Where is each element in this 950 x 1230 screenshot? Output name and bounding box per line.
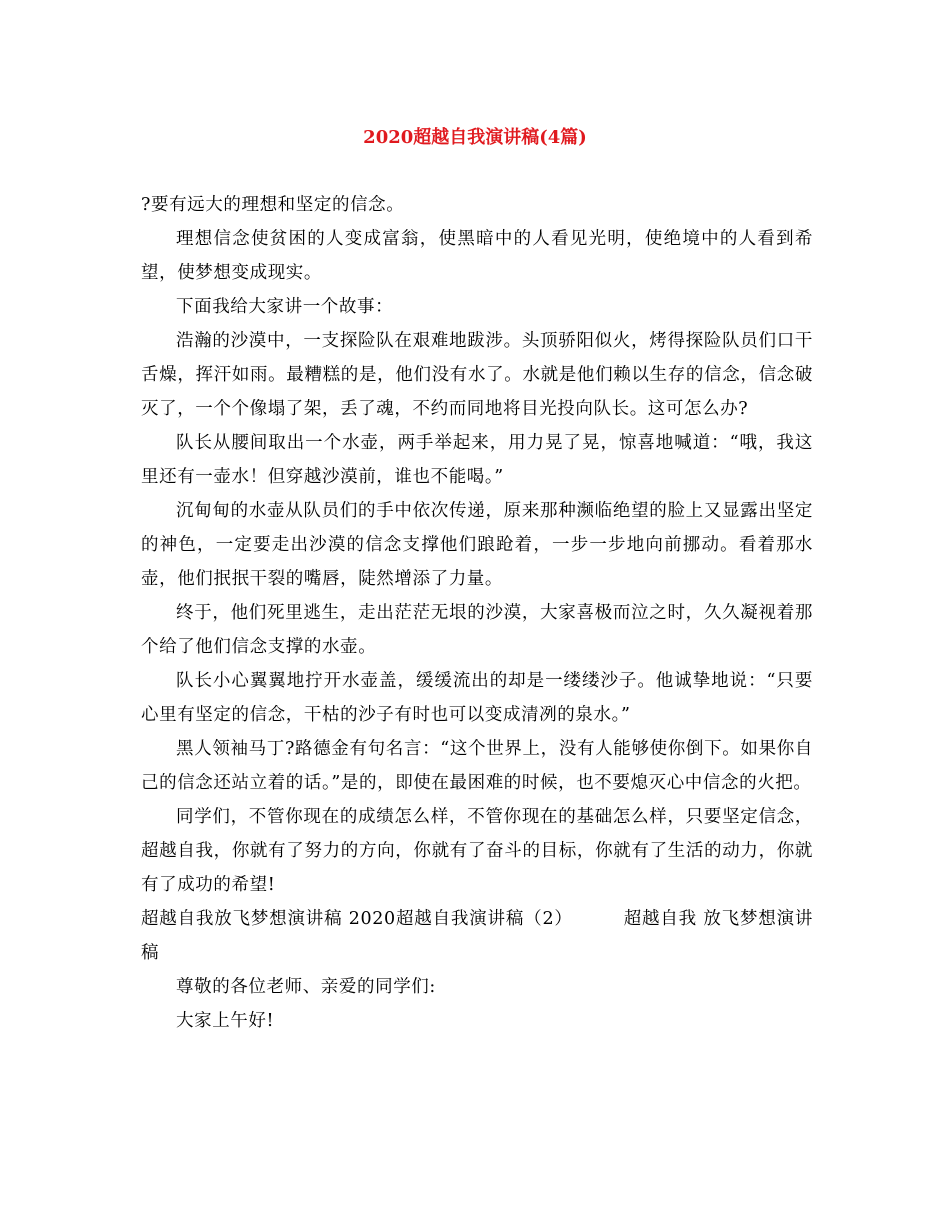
paragraph: 浩瀚的沙漠中，一支探险队在艰难地跋涉。头顶骄阳似火，烤得探险队员们口干舌燥，挥汗如雨。最糟糕的是，他们没有水了。水就是他们赖以生存的信念，信念破灭了，一个个像塌了架，丢了魂，不约而同地将目光投向队长。这可怎么办? xyxy=(141,331,813,419)
paragraph: 下面我给大家讲一个故事： xyxy=(176,297,394,317)
paragraph: 队长小心翼翼地拧开水壶盖，缓缓流出的却是一缕缕沙子。他诚挚地说：“只要心里有坚定的信念，干枯的沙子有时也可以变成清冽的泉水。” xyxy=(141,671,813,725)
paragraph: 尊敬的各位老师、亲爱的同学们: xyxy=(176,977,436,997)
paragraph: 同学们，不管你现在的成绩怎么样，不管你现在的基础怎么样，只要坚定信念，超越自我，你就有了努力的方向，你就有了奋斗的目标，你就有了生活的动力，你就有了成功的希望! xyxy=(141,807,813,895)
paragraph: 理想信念使贫困的人变成富翁，使黑暗中的人看见光明，使绝境中的人看到希望，使梦想变成现实。 xyxy=(141,229,813,283)
document-body xyxy=(141,188,813,1038)
paragraph: ?要有远大的理想和坚定的信念。 xyxy=(141,195,405,215)
paragraph: 黑人领袖马丁?路德金有句名言：“这个世界上，没有人能够使你倒下。如果你自己的信念还站立着的话。”是的，即使在最困难的时候，也不要熄灭心中信念的火把。 xyxy=(141,739,813,793)
document-title: 2020超越自我演讲稿(4篇) xyxy=(363,127,587,148)
paragraph: 终于，他们死里逃生，走出茫茫无垠的沙漠，大家喜极而泣之时，久久凝视着那个给了他们信念支撑的水壶。 xyxy=(141,603,813,657)
paragraph: 大家上午好! xyxy=(176,1011,275,1031)
paragraph: 队长从腰间取出一个水壶，两手举起来，用力晃了晃，惊喜地喊道：“哦，我这里还有一壶水！但穿越沙漠前，谁也不能喝。” xyxy=(141,433,813,487)
paragraph: 沉甸甸的水壶从队员们的手中依次传递，原来那种濒临绝望的脸上又显露出坚定的神色，一定要走出沙漠的信念支撑他们踉跄着，一步一步地向前挪动。看着那水壶，他们抿抿干裂的嘴唇，陡然增添了力量。 xyxy=(141,501,813,589)
section-heading-line: 超越自我放飞梦想演讲稿 2020超越自我演讲稿（2） 超越自我 放飞梦想演讲稿 xyxy=(141,909,813,963)
